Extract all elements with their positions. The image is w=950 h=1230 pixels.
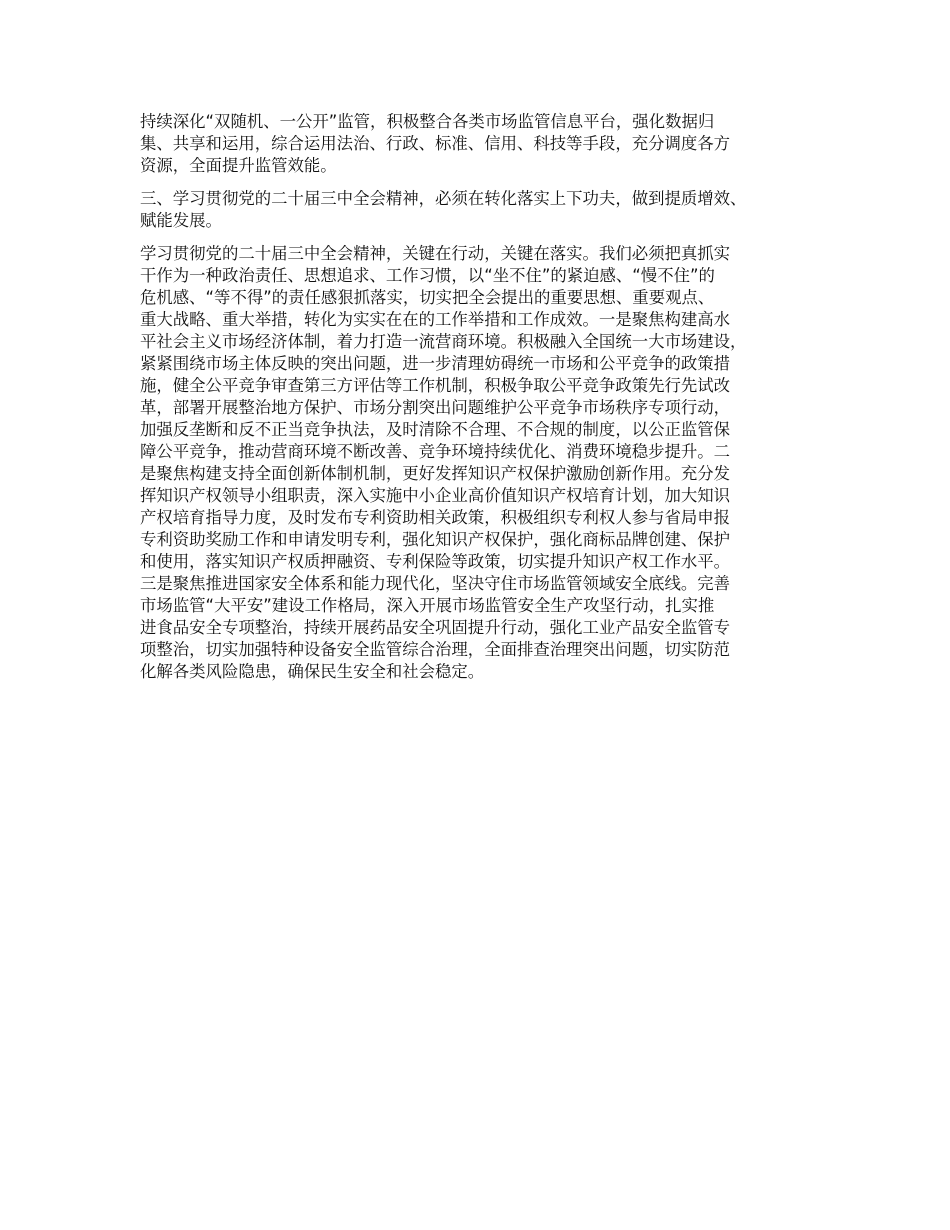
section-heading-three: 三、学习贯彻党的二十届三中全会精神，必须在转化落实上下功夫，做到提质增效、 赋能发展。 — [140, 189, 747, 230]
document-body — [140, 111, 830, 694]
paragraph-implementation: 学习贯彻党的二十届三中全会精神，关键在行动，关键在落实。我们必须把真抓实 干作为一种政治责任、思想追求、工作习惯，以“坐不住”的紧迫感、“慢不住”的 危机感、“等不得”的责任感狠抓落实，切实把全会提出的重要思想、重要观点、 重大战略、重大举措，转化为实实在在的工作举措和工作成效。一是聚焦构建高水 平社会主义市场经济体制，着力打造一流营商环境。积极融入全国统一大市场建设， 紧紧围绕市场主体反映的突出问题，进一步清理妨碍统一市场和公平竞争的政策措 施，健全公平竞争审查第三方评估等工作机制，积极争取公平竞争政策先行先试改 革，部署开展整治地方保护、市场分割突出问题维护公平竞争市场秩序专项行动， 加强反垄断和反不正当竞争执法，及时清除不合理、不合规的制度，以公正监管保 障公平竞争，推动营商环境不断改善、竞争环境持续优化、消费环境稳步提升。二 是聚焦构建支持全面创新体制机制，更好发挥知识产权保护激励创新作用。充分发 挥知识产权领导小组职责，深入实施中小企业高价值知识产权培育计划，加大知识 产权培育指导力度，及时发布专利资助相关政策，积极组织专利权人参与省局申报 专利资助奖励工作和申请发明专利，强化知识产权保护，强化商标品牌创建、保护 和使用，落实知识产权质押融资、专利保险等政策，切实提升知识产权工作水平。 三是聚焦推进国家安全体系和能力现代化，坚决守住市场监管领域安全底线。完善 市场监管“大平安”建设工作格局，深入开展市场监管安全生产攻坚行动，扎实推 进食品安全专项整治，持续开展药品安全巩固提升行动，强化工业产品安全监管专 项整治，切实加强特种设备安全监管综合治理，全面排查治理突出问题，切实防范 化解各类风险隐患，确保民生安全和社会稳定。 — [140, 244, 747, 681]
paragraph-supervision: 持续深化“双随机、一公开”监管，积极整合各类市场监管信息平台，强化数据归 集、共享和运用，综合运用法治、行政、标准、信用、科技等手段，充分调度各方 资源，全面提升监管效能。 — [140, 112, 731, 175]
